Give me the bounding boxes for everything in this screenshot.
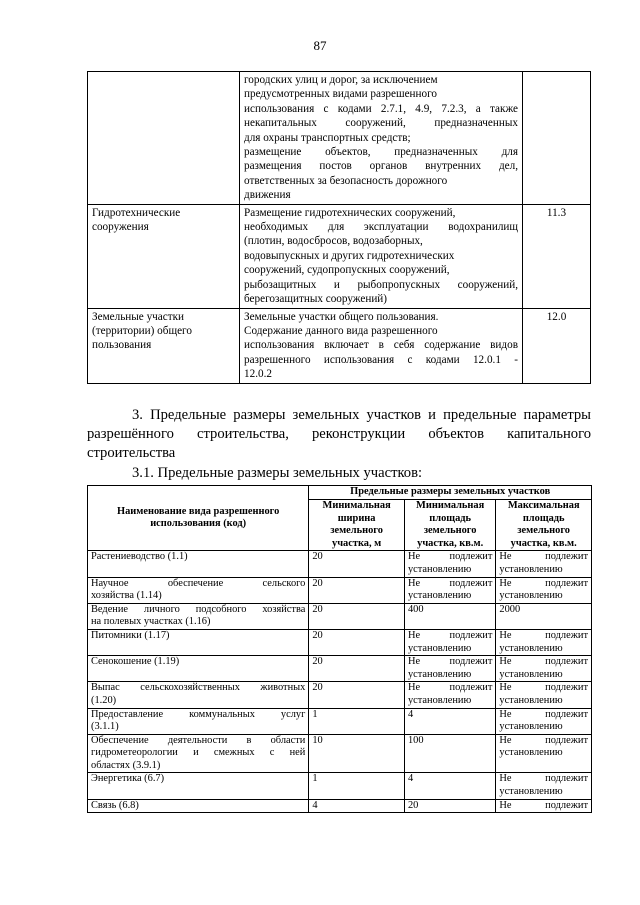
value-line: 4 <box>407 773 414 785</box>
name-line: Растениеводство (1.1) <box>91 551 188 563</box>
name-line: Питомники (1.17) <box>91 629 170 641</box>
description-line: водовыпускных и других гидротехнических <box>244 249 455 262</box>
value-line: Не подлежит <box>407 629 493 641</box>
max-area-cell <box>496 708 592 734</box>
table-row <box>88 773 592 799</box>
name-line: Энергетика (6.7) <box>91 773 165 785</box>
use-type-name-cell <box>88 799 309 813</box>
min-width-cell: 1 <box>309 708 405 734</box>
table-row <box>88 577 592 603</box>
min-area-cell <box>404 773 495 799</box>
name-line: хозяйства (1.14) <box>91 590 162 602</box>
name-line: областях (3.9.1) <box>91 759 161 771</box>
value-line: установлению <box>499 786 563 798</box>
name-line: на полевых участках (1.16) <box>91 616 211 628</box>
use-type-name-cell <box>88 682 309 708</box>
description-line: предусмотренных видами разрешенного <box>244 88 438 101</box>
description-line: движения <box>244 189 291 202</box>
section-3-line-1: 3. Предельные размеры земельных участков и предельные параметры <box>132 407 591 423</box>
description-line: сооружений, судопропускных сооружений, <box>244 264 450 277</box>
header-size-limits-group: Предельные размеры земельных участков <box>309 486 592 500</box>
max-area-cell <box>496 656 592 682</box>
use-type-name-cell <box>88 734 309 773</box>
value-line: Не подлежит <box>499 734 588 746</box>
name-line: Сенокошение (1.19) <box>91 656 180 668</box>
value-line: 100 <box>407 734 424 746</box>
value-line: Не подлежит <box>407 656 493 668</box>
page-number: 87 <box>313 38 327 53</box>
value-line: установлению <box>499 668 563 680</box>
value-line: 4 <box>407 708 414 720</box>
header-line: земельного <box>330 525 383 537</box>
value-line: установлению <box>407 563 472 575</box>
value-line: установлению <box>407 668 472 680</box>
use-type-name-cell <box>88 72 240 205</box>
table-row <box>88 204 591 308</box>
description-line: городских улиц и дорог, за исключением <box>244 74 438 86</box>
header-line: участка, м <box>332 537 382 549</box>
header-line: Максимальная <box>507 500 580 511</box>
header-line: площадь <box>429 512 472 524</box>
section-3-heading <box>87 406 591 463</box>
value-line: Не подлежит <box>499 656 588 668</box>
max-area-cell <box>496 734 592 773</box>
header-min-width <box>309 500 405 551</box>
value-line: Не подлежит <box>499 682 588 694</box>
description-line: разрешенного использования с кодами 12.0.1 - <box>244 353 518 366</box>
table-row <box>88 308 591 383</box>
use-type-name-line: пользования <box>92 339 152 352</box>
description-line: некапитальных сооружений, предназначенных <box>244 117 518 130</box>
description-line: использования включает в себя содержание видов <box>244 339 518 352</box>
value-line: установлению <box>499 694 563 706</box>
value-line: установлению <box>499 563 563 575</box>
header-line: ширина <box>337 512 376 524</box>
use-type-name-line: Гидротехнические <box>92 206 181 219</box>
header-min-area <box>404 500 495 551</box>
description-line: размещение объектов, предназначенных для <box>244 146 518 159</box>
table-row <box>88 72 591 205</box>
use-type-code-cell: 12.0 <box>523 308 591 383</box>
value-line: установлению <box>499 747 563 759</box>
description-line: рыбозащитных и рыбопропускных сооружений, <box>244 278 518 291</box>
table-row <box>88 551 592 577</box>
description-line: Земельные участки общего пользования. <box>244 310 439 323</box>
header-line: земельного <box>517 525 570 537</box>
header-use-type: Наименование вида разрешенного использования (код) <box>88 486 309 551</box>
header-line: участка, кв.м. <box>417 537 484 549</box>
min-area-cell <box>404 708 495 734</box>
use-type-description-cell <box>240 308 523 383</box>
use-type-name-cell <box>88 629 309 655</box>
max-area-cell <box>496 603 592 629</box>
min-area-cell <box>404 682 495 708</box>
use-type-name-line: Земельные участки <box>92 310 185 323</box>
value-line: установлению <box>499 642 563 654</box>
use-type-name-line: (территории) общего <box>92 324 192 337</box>
value-line: Не подлежит <box>499 708 588 720</box>
header-line: земельного <box>423 525 477 537</box>
use-type-code-cell <box>523 72 591 205</box>
use-type-name-cell <box>88 603 309 629</box>
description-line: (плотин, водосбросов, водозаборных, <box>244 235 423 248</box>
name-line: (1.20) <box>91 694 117 706</box>
use-type-name-cell <box>88 708 309 734</box>
plot-size-limits-table <box>87 485 592 813</box>
max-area-cell <box>496 629 592 655</box>
description-line: ответственных за безопасность дорожного <box>244 174 448 187</box>
min-width-cell: 20 <box>309 577 405 603</box>
description-line: для охраны транспортных средств; <box>244 131 411 144</box>
header-line: Минимальная <box>322 500 391 511</box>
table-row <box>88 682 592 708</box>
table-row <box>88 734 592 773</box>
value-line: Не подлежит <box>407 551 493 563</box>
name-line: Ведение личного подсобного хозяйства <box>91 603 306 615</box>
value-line: установлению <box>407 694 472 706</box>
use-type-description-cell <box>240 72 523 205</box>
section-3-line-3: строительства <box>87 445 176 461</box>
min-width-cell: 20 <box>309 603 405 629</box>
value-line: Не подлежит <box>407 577 493 589</box>
max-area-cell <box>496 551 592 577</box>
value-line: Не подлежит <box>499 773 588 785</box>
description-line: размещения постов органов внутренних дел, <box>244 160 518 173</box>
value-line: 400 <box>407 603 424 615</box>
section-3-line-2: разрешённого строительства, реконструкции объектов капитального <box>87 426 591 442</box>
name-line: гидрометеорологии и смежных с ней <box>91 747 306 759</box>
land-use-types-table <box>87 71 591 384</box>
use-type-description-cell <box>240 204 523 308</box>
description-line: Содержание данного вида разрешенного <box>244 324 438 337</box>
header-max-area <box>496 500 592 551</box>
name-line: Предоставление коммунальных услуг <box>91 708 306 720</box>
min-area-cell <box>404 656 495 682</box>
table-row <box>88 708 592 734</box>
use-type-name-cell <box>88 773 309 799</box>
max-area-cell <box>496 773 592 799</box>
description-line: 12.0.2 <box>244 368 272 381</box>
description-line: использования с кодами 2.7.1, 4.9, 7.2.3, а также <box>244 102 518 115</box>
value-line: Не подлежит <box>499 551 588 563</box>
name-line: (3.1.1) <box>91 721 119 733</box>
use-type-name-line: сооружения <box>92 221 149 234</box>
min-width-cell: 20 <box>309 629 405 655</box>
min-width-cell: 20 <box>309 656 405 682</box>
max-area-cell <box>496 799 592 813</box>
value-line: установлению <box>499 721 563 733</box>
min-area-cell <box>404 629 495 655</box>
table-row <box>88 629 592 655</box>
min-area-cell <box>404 734 495 773</box>
table-row <box>88 603 592 629</box>
value-line: 20 <box>407 799 419 811</box>
table-row <box>88 799 592 813</box>
min-area-cell <box>404 799 495 813</box>
min-width-cell: 20 <box>309 682 405 708</box>
use-type-name-cell <box>88 204 240 308</box>
min-width-cell: 1 <box>309 773 405 799</box>
value-line: установлению <box>407 642 472 654</box>
table-row <box>88 656 592 682</box>
name-line: Выпас сельскохозяйственных животных <box>91 682 306 694</box>
value-line: установлению <box>499 590 563 602</box>
header-line: Минимальная <box>416 500 485 511</box>
description-line: Размещение гидротехнических сооружений, <box>244 206 456 219</box>
use-type-name-cell <box>88 577 309 603</box>
value-line: Не подлежит <box>499 577 588 589</box>
use-type-name-cell <box>88 551 309 577</box>
max-area-cell <box>496 682 592 708</box>
min-width-cell: 20 <box>309 551 405 577</box>
name-line: Научное обеспечение сельского <box>91 577 306 589</box>
name-line: Связь (6.8) <box>91 799 139 811</box>
min-area-cell <box>404 577 495 603</box>
value-line: установлению <box>407 590 472 602</box>
value-line: Не подлежит <box>499 799 588 811</box>
value-line: 2000 <box>499 603 521 615</box>
min-area-cell <box>404 603 495 629</box>
use-type-name-cell <box>88 308 240 383</box>
header-line: участка, кв.м. <box>510 537 577 549</box>
value-line: Не подлежит <box>407 682 493 694</box>
name-line: Обеспечение деятельности в области <box>91 734 306 746</box>
min-width-cell: 10 <box>309 734 405 773</box>
value-line: Не подлежит <box>499 629 588 641</box>
description-line: берегозащитных сооружений) <box>244 293 388 306</box>
use-type-code-cell: 11.3 <box>523 204 591 308</box>
use-type-name-cell <box>88 656 309 682</box>
section-3-1-title: 3.1. Предельные размеры земельных участков: <box>132 465 423 481</box>
min-width-cell: 4 <box>309 799 405 813</box>
description-line: необходимых для эксплуатации водохранилищ <box>244 221 518 234</box>
max-area-cell <box>496 577 592 603</box>
min-area-cell <box>404 551 495 577</box>
header-line: площадь <box>522 512 565 524</box>
